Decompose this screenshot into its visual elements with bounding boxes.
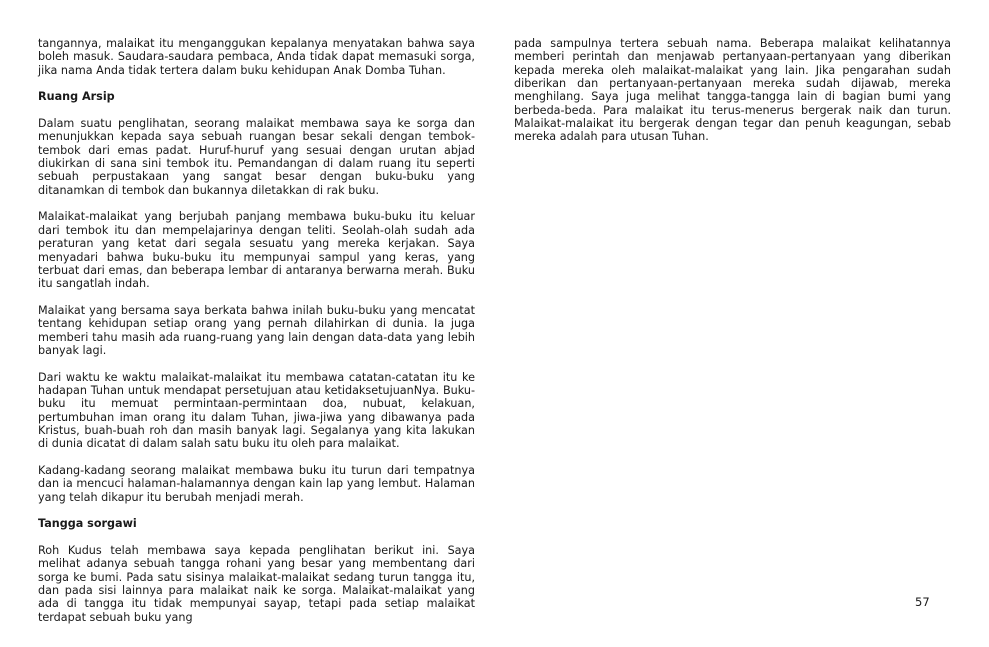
section-heading-ruang-arsip: Ruang Arsip bbox=[38, 90, 115, 104]
paragraph: Roh Kudus telah membawa saya kepada penglihatan berikut ini. Saya melihat adanya sebuah tangga rohani yang besar yang membentang dari sorga ke bumi. Pada satu sisinya malaikat-malaikat sedang turun tangga itu, dan pada sisi lainnya para malaikat naik ke sorga. Malaikat-malaikat yang ada di tangga itu tidak mempunyai sayap, tetapi pada setiap malaikat terdapat sebuah buku yang bbox=[38, 544, 475, 624]
left-text-column bbox=[38, 37, 475, 637]
paragraph: Dalam suatu penglihatan, seorang malaikat membawa saya ke sorga dan menunjukkan kepada saya sebuah ruangan besar sekali dengan tembok-tembok dari emas padat. Huruf-huruf yang sesuai dengan urutan abjad diukirkan di sana sini tembok itu. Pemandangan di dalam ruang itu seperti sebuah perpustakaan yang sangat besar dengan buku-buku yang ditanamkan di tembok dan bukannya diletakkan di rak buku. bbox=[38, 117, 475, 197]
paragraph-continuation: pada sampulnya tertera sebuah nama. Beberapa malaikat kelihatannya memberi perintah dan menjawab pertanyaan-pertanyaan yang diberikan kepada mereka oleh malaikat-malaikat yang lain. Jika pengarahan sudah diberikan dan pertanyaan-pertanyaan mereka sudah dijawab, mereka menghilang. Saya juga melihat tangga-tangga lain di bagian bumi yang berbeda-beda. Para malaikat itu terus-menerus bergerak naik dan turun. Malaikat-malaikat itu bergerak dengan tegar dan penuh keagungan, sebab mereka adalah para utusan Tuhan. bbox=[514, 37, 951, 144]
paragraph: Malaikat yang bersama saya berkata bahwa inilah buku-buku yang mencatat tentang kehidupan setiap orang yang pernah dilahirkan di dunia. Ia juga memberi tahu masih ada ruang-ruang yang lain dengan data-data yang lebih banyak lagi. bbox=[38, 303, 475, 357]
page-number: 57 bbox=[915, 595, 930, 609]
right-text-column bbox=[514, 37, 951, 157]
section-heading-tangga-sorgawi: Tangga sorgawi bbox=[38, 517, 137, 531]
paragraph-continuation: tangannya, malaikat itu menganggukan kepalanya menyatakan bahwa saya boleh masuk. Saudara-saudara pembaca, Anda tidak dapat memasuki sorga, jika nama Anda tidak tertera dalam buku kehidupan Anak Domba Tuhan. bbox=[38, 37, 475, 77]
paragraph: Malaikat-malaikat yang berjubah panjang membawa buku-buku itu keluar dari tembok itu dan mempelajarinya dengan teliti. Seolah-olah sudah ada peraturan yang ketat dari segala sesuatu yang mereka kerjakan. Saya menyadari bahwa buku-buku itu mempunyai sampul yang keras, yang terbuat dari emas, dan beberapa lembar di antaranya berwarna merah. Buku itu sangatlah indah. bbox=[38, 210, 475, 291]
paragraph: Kadang-kadang seorang malaikat membawa buku itu turun dari tempatnya dan ia mencuci halaman-halamannya dengan kain lap yang lembut. Halaman yang telah dikapur itu berubah menjadi merah. bbox=[38, 464, 475, 504]
paragraph: Dari waktu ke waktu malaikat-malaikat itu membawa catatan-catatan itu ke hadapan Tuhan untuk mendapat persetujuan atau ketidaksetujuanNya. Buku-buku itu memuat permintaan-permintaan doa, nubuat, kelakuan, pertumbuhan iman orang itu dalam Tuhan, jiwa-jiwa yang dibawanya pada Kristus, buah-buah roh dan masih banyak lagi. Segalanya yang kita lakukan di dunia dicatat di dalam salah satu buku itu oleh para malaikat. bbox=[38, 370, 475, 451]
